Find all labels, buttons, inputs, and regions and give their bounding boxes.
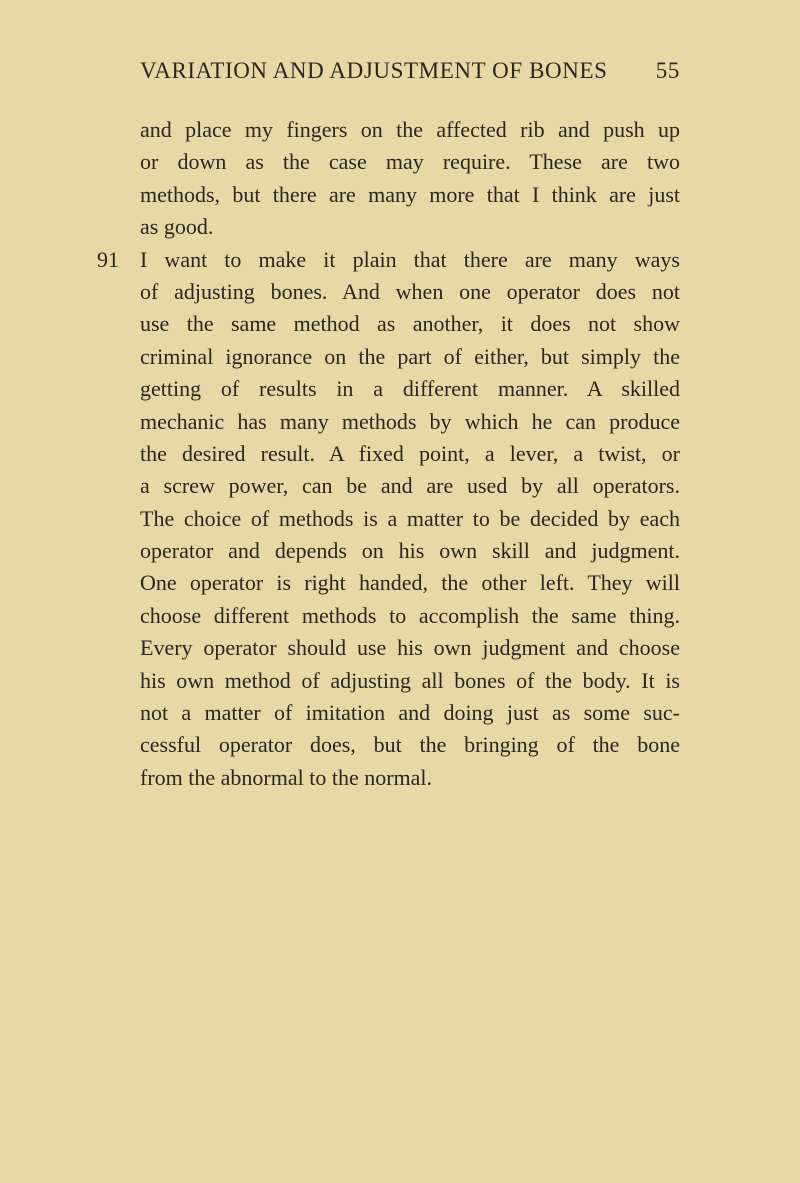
text-line: his own method of adjusting all bones of the body. It is bbox=[140, 667, 680, 693]
text-line: or down as the case may require. These are two bbox=[140, 149, 680, 175]
text-line: One operator is right handed, the other left. They will bbox=[140, 570, 680, 596]
text-line: mechanic has many methods by which he can produce bbox=[140, 408, 680, 434]
text-line: a screw power, can be and are used by all operators. bbox=[140, 473, 680, 499]
text-line: from the abnormal to the normal. bbox=[140, 764, 433, 790]
text-line: I want to make it plain that there are many ways bbox=[140, 246, 680, 272]
body-text bbox=[97, 114, 680, 794]
text-line: as good. bbox=[140, 214, 214, 240]
text-line: and place my fingers on the affected rib and push up bbox=[140, 117, 680, 142]
running-head bbox=[140, 58, 680, 84]
paragraph-number: 91 bbox=[97, 246, 119, 272]
text-line: use the same method as another, it does not show bbox=[140, 311, 680, 337]
text-line: choose different methods to accomplish the same thing. bbox=[140, 602, 680, 628]
text-line: Every operator should use his own judgment and choose bbox=[140, 635, 680, 661]
text-line: of adjusting bones. And when one operator does not bbox=[140, 278, 680, 304]
text-line: getting of results in a different manner. A skilled bbox=[140, 376, 680, 402]
page-number: 55 bbox=[655, 58, 680, 83]
text-line: not a matter of imitation and doing just as some suc- bbox=[140, 700, 680, 726]
text-line: The choice of methods is a matter to be decided by each bbox=[140, 505, 680, 531]
text-line: methods, but there are many more that I think are just bbox=[140, 181, 680, 207]
text-line: criminal ignorance on the part of either, but simply the bbox=[140, 343, 680, 369]
text-line: cessful operator does, but the bringing of the bone bbox=[140, 732, 680, 758]
running-head-title: VARIATION AND ADJUSTMENT OF BONES bbox=[140, 58, 608, 83]
text-line: operator and depends on his own skill and judgment. bbox=[140, 538, 680, 564]
text-line: the desired result. A fixed point, a lever, a twist, or bbox=[140, 440, 680, 466]
